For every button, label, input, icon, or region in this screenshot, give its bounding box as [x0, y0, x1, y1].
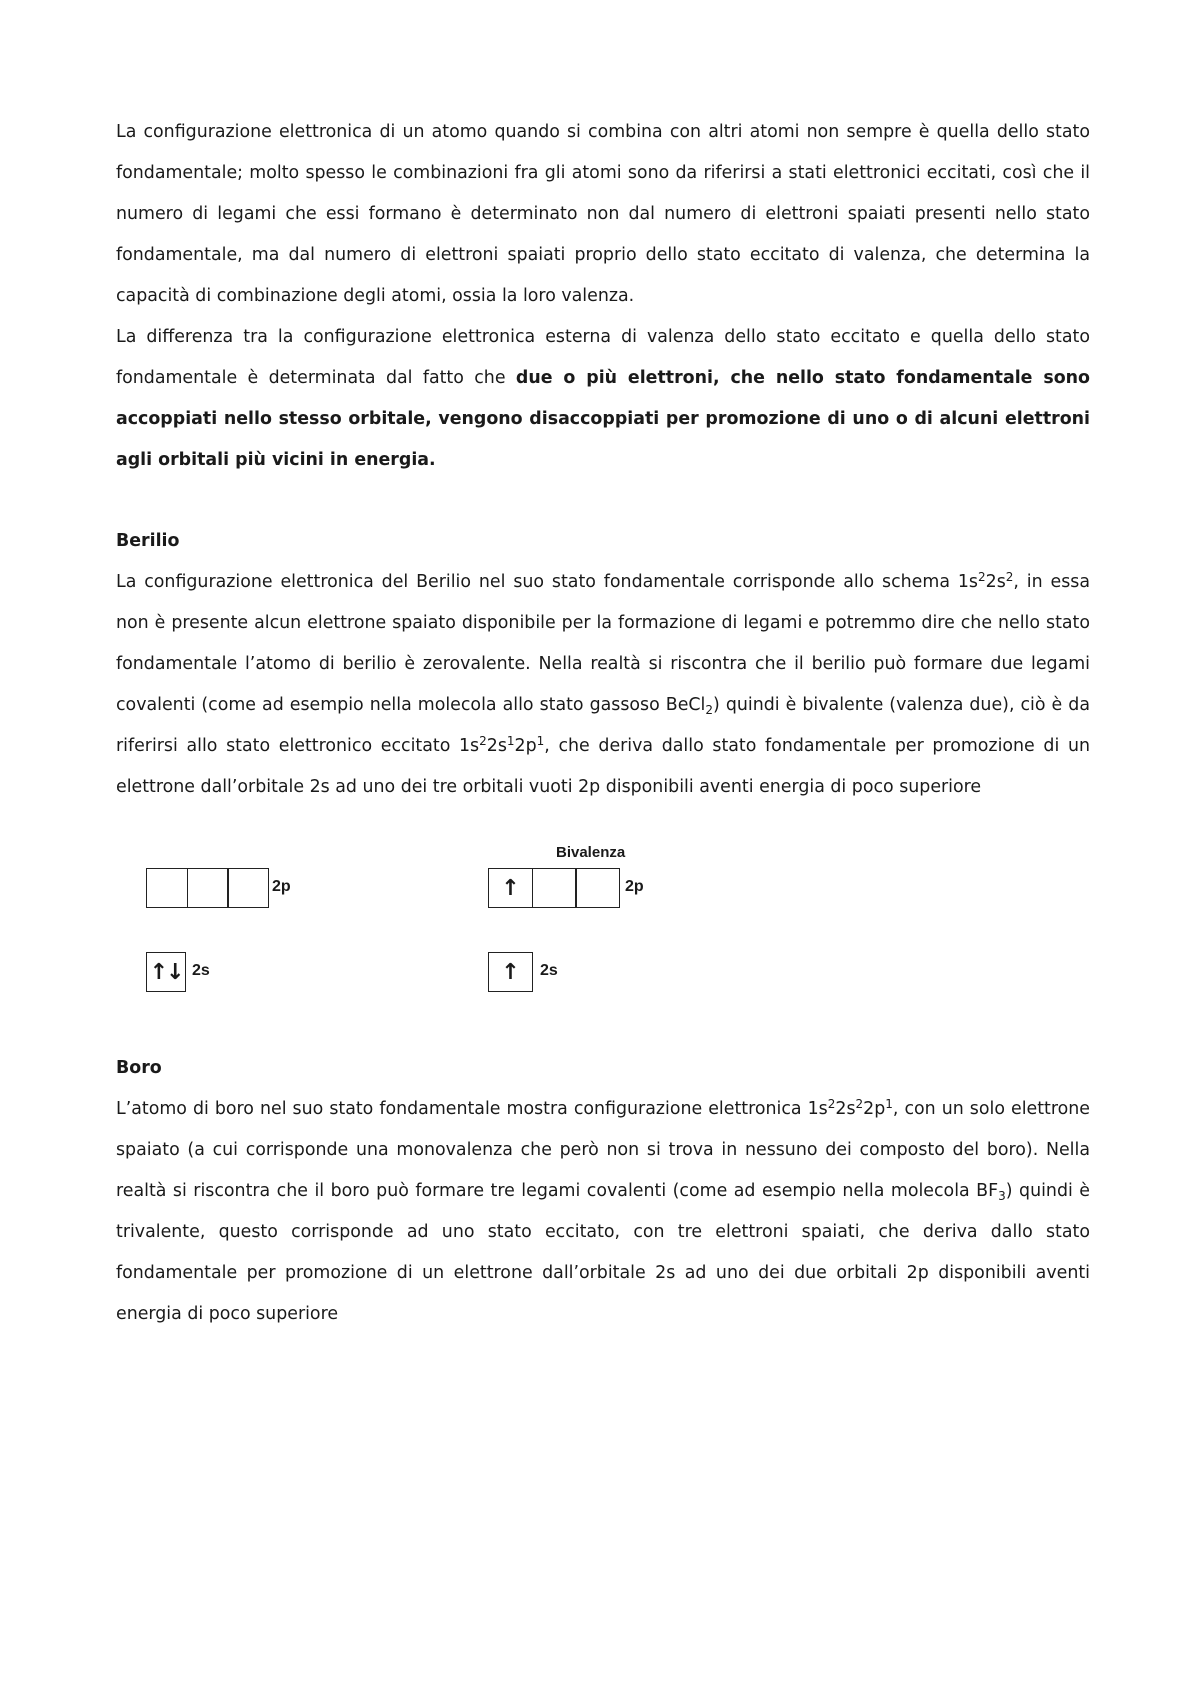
boro-text: 2p [863, 1099, 886, 1119]
document-page [116, 112, 1090, 1335]
berilio-paragraph [116, 562, 1090, 808]
berilio-text: 2s [985, 572, 1006, 592]
orbital-box [488, 868, 533, 908]
boro-heading: Boro [116, 1058, 162, 1078]
orbital-diagram [116, 808, 1090, 1048]
superscript: 2 [855, 1097, 864, 1111]
berilio-text: , in essa non è presente alcun elettrone spaiato disponibile per la formazione di legami e potremmo dire che nello stato fondamentale l’atomo di berilio è zerovalente. Nella realtà si riscontra che il berilio può formare due legami covalenti (come ad esempio nella molecola allo stato gassoso BeCl [116, 572, 1090, 715]
orbital-box [227, 868, 269, 908]
intro-p2-bold-text: due o più elettroni, che nello stato fondamentale sono accoppiati nello stesso orbitale, vengono disaccoppiati per promozione di uno o di alcuni elettroni agli orbitali più vicini in energia [116, 368, 1090, 470]
superscript: 1 [506, 734, 515, 748]
diagram-title: Bivalenza [556, 844, 626, 861]
orbital-box [146, 868, 188, 908]
superscript: 1 [885, 1097, 893, 1111]
berilio-text: ) quindi è bivalente (valenza due), ciò è da riferirsi allo stato elettronico eccitato 1s [116, 695, 1090, 756]
boro-text: 2s [835, 1099, 856, 1119]
orbital-box [532, 868, 577, 908]
excited-2p-label: 2p [625, 878, 644, 895]
ground-2p-label: 2p [272, 878, 291, 895]
excited-2s-box [488, 952, 533, 992]
intro-paragraph-1: La configurazione elettronica di un atomo quando si combina con altri atomi non sempre è quella dello stato fondamentale; molto spesso le combinazioni fra gli atomi sono da riferirsi a stati elettronici eccitati, così che il numero di legami che essi formano è determinato non dal numero di elettroni spaiati presenti nello stato fondamentale, ma dal numero di elettroni spaiati proprio dello stato eccitato di valenza, che determina la capacità di combinazione degli atomi, ossia la loro valenza. [116, 122, 1090, 306]
superscript: 2 [827, 1097, 836, 1111]
berilio-text: 2s [486, 736, 507, 756]
boro-text: L’atomo di boro nel suo stato fondamentale mostra configurazione elettronica 1s [116, 1099, 828, 1119]
berilio-heading: Berilio [116, 531, 180, 551]
intro-paragraph-2 [116, 317, 1090, 481]
subscript: 2 [705, 703, 714, 717]
ground-2s-label: 2s [192, 962, 210, 979]
orbital-box [488, 952, 533, 992]
intro-p2-text-start: La differenza tra la configurazione elettronica esterna di valenza dello stato eccitato e quella dello stato fondamentale è determinata dal fatto che [116, 327, 1090, 388]
superscript: 2 [977, 570, 986, 584]
excited-2p-boxes [488, 868, 620, 908]
orbital-box [575, 868, 620, 908]
boro-text: ) quindi è trivalente, questo corrisponde ad uno stato eccitato, con tre elettroni spaiati, che deriva dallo stato fondamentale per promozione di un elettrone dall’orbitale 2s ad uno dei due orbitali 2p disponibili aventi energia di poco superiore [116, 1181, 1090, 1324]
ground-2p-boxes [146, 868, 269, 908]
intro-p2-text-end: . [429, 450, 436, 470]
orbital-box [146, 952, 186, 992]
superscript: 2 [479, 734, 487, 748]
orbital-box [187, 868, 229, 908]
arrow-up-down-icon: ↑↓ [149, 959, 183, 985]
arrow-up-icon: ↑ [501, 959, 520, 985]
excited-2s-label: 2s [540, 962, 558, 979]
boro-text: , con un solo elettrone spaiato (a cui corrisponde una monovalenza che però non si trova in nessuno dei composto del boro). Nella realtà si riscontra che il boro può formare tre legami covalenti (come ad esempio nella molecola BF [116, 1099, 1090, 1201]
subscript: 3 [998, 1189, 1006, 1203]
berilio-text: , che deriva dallo stato fondamentale per promozione di un elettrone dall’orbitale 2s ad uno dei tre orbitali vuoti 2p disponibili aventi energia di poco superiore [116, 736, 1090, 797]
arrow-up-icon: ↑ [501, 875, 520, 901]
ground-2s-box [146, 952, 186, 992]
berilio-text: 2p [514, 736, 537, 756]
berilio-text: La configurazione elettronica del Berilio nel suo stato fondamentale corrisponde allo schema 1s [116, 572, 978, 592]
superscript: 2 [1005, 570, 1014, 584]
superscript: 1 [536, 734, 545, 748]
boro-paragraph [116, 1089, 1090, 1335]
